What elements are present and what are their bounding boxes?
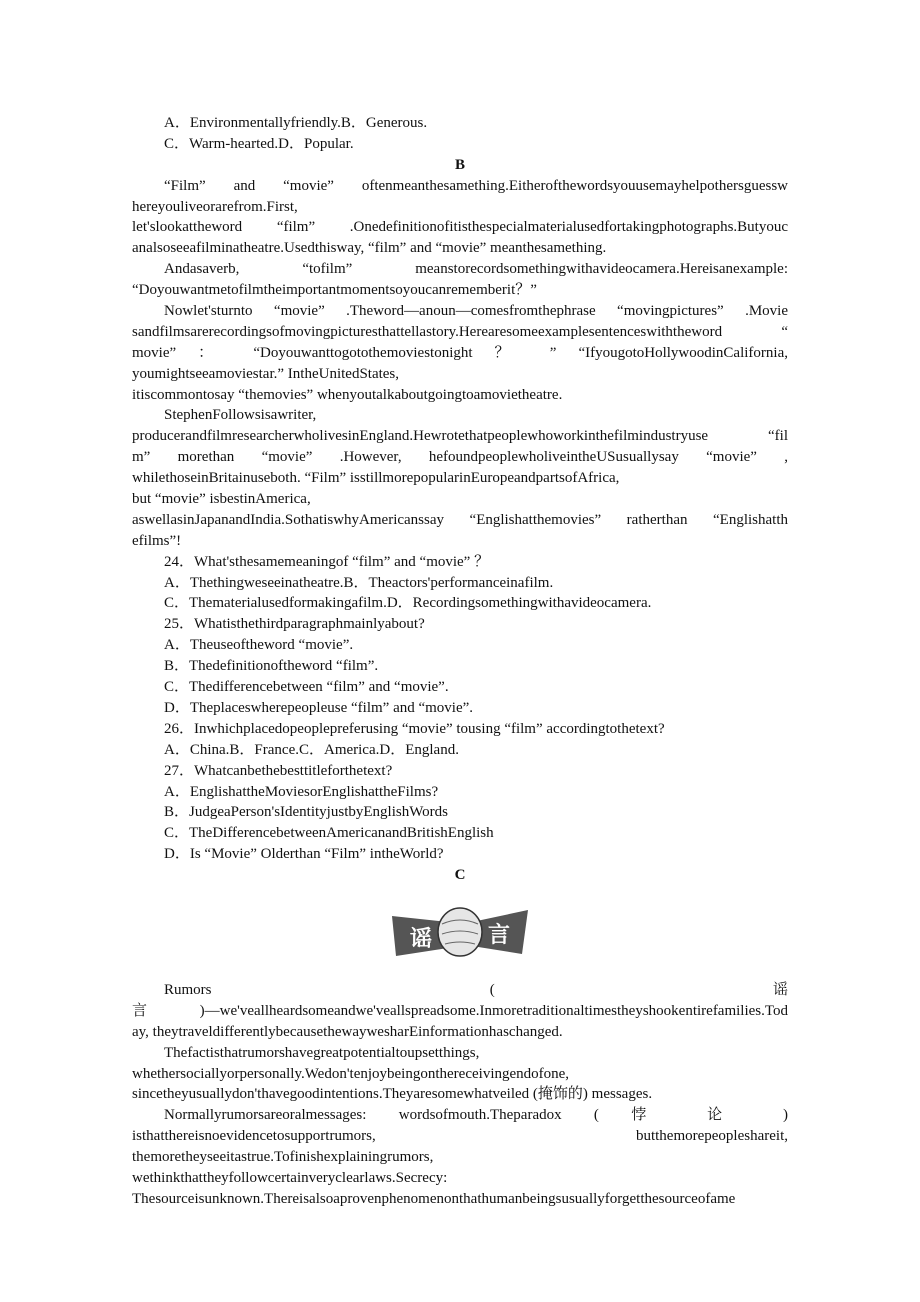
paragraph-line: itiscommontosay “themovies” whenyoutalkaboutgoingtoamovietheatre.: [132, 386, 563, 403]
svg-text:言: 言: [488, 921, 511, 947]
paragraph-line: producerandfilmresearcherwholivesinEngland.Hewrotethatpeoplewhoworkinthefilmindustryuse “fil: [132, 428, 788, 445]
paragraph-line: isthatthereisnoevidencetosupportrumors, butthemorepeopleshareit,: [132, 1128, 788, 1145]
option-line: A．Environmentallyfriendly.B．Generous.: [164, 115, 428, 131]
paragraph-line: sincetheyusuallydon'thavegoodintentions.Theyaresomewhatveiled (掩饰的) messages.: [132, 1086, 653, 1103]
paragraph-line: “Doyouwantmetofilmtheimportantmomentsoyoucanrememberit？”: [132, 282, 537, 299]
paragraph-line: Andasaverb, “tofilm” meanstorecordsomethingwithavideocamera.Hereisanexample:: [164, 261, 788, 278]
option-line: A．Thethingweseeinatheatre.B．Theactors'performanceinafilm.: [164, 574, 554, 591]
question-27: 27．Whatcanbethebesttitleforthetext?: [164, 762, 393, 779]
paragraph-line: 言 )—we'veallheardsomeandwe'veallspreadsome.Inmoretraditionaltimestheyshookentirefamilies.Tod: [132, 1002, 788, 1019]
option-line: B．JudgeaPerson'sIdentityjustbyEnglishWords: [164, 804, 448, 821]
paragraph-line: Nowlet'sturnto “movie” .Theword—anoun—comesfromthephrase “movingpictures” .Movie: [164, 303, 788, 320]
option-line: C．Thedifferencebetween “film” and “movie”.: [164, 679, 449, 696]
section-heading-b: B: [454, 156, 465, 173]
svg-text:谣: 谣: [410, 925, 433, 951]
paragraph-line: Thefactisthatrumorshavegreatpotentialtoupsetthings,: [164, 1044, 480, 1061]
paragraph-line: movie” ： “Doyouwanttogotothemoviestonight ？ ” “IfyougotoHollywoodinCalifornia,: [132, 344, 788, 361]
paragraph-line: Thesourceisunknown.Thereisalsoaprovenphenomenonthathumanbeingsusuallyforgetthesourceofame: [132, 1190, 736, 1207]
paragraph-line: youmightseeamoviestar.” IntheUnitedStates,: [132, 365, 400, 382]
paragraph-line: themoretheyseeitastrue.Tofinishexplainingrumors,: [132, 1149, 434, 1166]
paragraph-line: StephenFollowsisawriter,: [164, 407, 317, 424]
rumor-fist-illustration: [132, 892, 788, 972]
option-line: D．Is “Movie” Olderthan “Film” intheWorld?: [164, 846, 444, 863]
paragraph-line: aswellasinJapanandIndia.SothatiswhyAmericanssay “Englishatthemovies” ratherthan “Englishatth: [132, 511, 788, 528]
document-page: [132, 113, 788, 1210]
option-line: B．Thedefinitionoftheword “film”.: [164, 658, 379, 675]
paragraph-line: let'slookattheword “film” .Onedefinitionofitisthespecialmaterialusedfortakingphotographs.Butyouc: [132, 219, 788, 236]
option-line: C．TheDifferencebetweenAmericanandBritishEnglish: [164, 825, 494, 842]
paragraph-line: “Film” and “movie” oftenmeanthesamething.Eitherofthewordsyouusemayhelpothersguessw: [164, 177, 788, 194]
option-line: C．Thematerialusedformakingafilm.D．Recordingsomethingwithavideocamera.: [164, 595, 652, 612]
paragraph-line: ay, theytraveldifferentlybecausethewaywesharEinformationhaschanged.: [132, 1023, 563, 1040]
option-line: A．EnglishattheMoviesorEnglishattheFilms?: [164, 783, 439, 800]
option-line: C．Warm-hearted.D．Popular.: [164, 135, 354, 152]
paragraph-line: analsoseeafilminatheatre.Usedthisway, “film” and “movie” meanthesamething.: [132, 240, 607, 257]
paragraph-line: m” morethan “movie” .However, hefoundpeoplewholiveintheUSusuallysay “movie” ,: [132, 449, 788, 466]
paragraph-line: hereyouliveorarefrom.First,: [132, 198, 298, 215]
option-line: A．Theuseoftheword “movie”.: [164, 637, 354, 654]
paragraph-line: Normallyrumorsareoralmessages: wordsofmouth.Theparadox ( 悖 论 ): [164, 1107, 788, 1124]
option-line: A．China.B．France.C．America.D．England.: [164, 741, 459, 758]
section-heading-c: C: [454, 867, 466, 884]
question-24: 24．What'sthesamemeaningof “film” and “movie” ？: [164, 553, 490, 570]
question-26: 26．Inwhichplacedopeoplepreferusing “movie” tousing “film” accordingtothetext?: [164, 720, 665, 737]
option-line: D．Theplaceswherepeopleuse “film” and “movie”.: [164, 699, 474, 716]
fist-icon: [390, 902, 530, 962]
question-25: 25．Whatisthethirdparagraphmainlyabout?: [164, 616, 425, 633]
paragraph-line: efilms”!: [132, 532, 182, 549]
paragraph-line: sandfilmsarerecordingsofmovingpicturesthattellastory.Herearesomeexamplesentenceswiththeword “: [132, 323, 788, 340]
paragraph-line: Rumors ( 谣: [164, 981, 788, 998]
paragraph-line: whethersociallyorpersonally.Wedon'tenjoybeingonthereceivingendofone,: [132, 1065, 570, 1082]
paragraph-line: but “movie” isbestinAmerica,: [132, 491, 311, 508]
paragraph-line: whilethoseinBritainuseboth. “Film” isstillmorepopularinEuropeandpartsofAfrica,: [132, 470, 620, 487]
paragraph-line: wethinkthattheyfollowcertainveryclearlaws.Secrecy:: [132, 1169, 448, 1186]
